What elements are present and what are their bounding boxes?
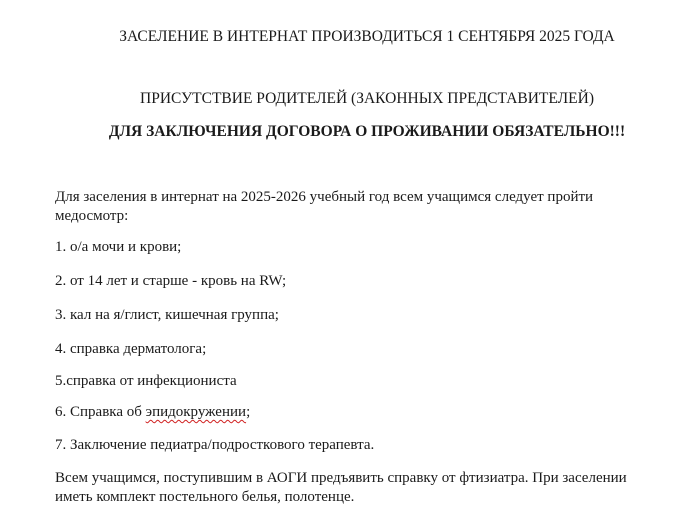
heading-settlement-date: ЗАСЕЛЕНИЕ В ИНТЕРНАТ ПРОИЗВОДИТЬСЯ 1 СЕНТЯБРЯ 2025 ГОДА bbox=[119, 28, 615, 45]
closing-paragraph: Всем учащимся, поступившим в АОГИ предъявить справку от фтизиатра. При заселении иметь комплект постельного белья, полотенце. bbox=[55, 470, 627, 505]
list-item: 7. Заключение педиатра/подросткового терапевта. bbox=[55, 437, 375, 453]
heading-contract-mandatory: ДЛЯ ЗАКЛЮЧЕНИЯ ДОГОВОРА О ПРОЖИВАНИИ ОБЯЗАТЕЛЬНО!!! bbox=[108, 123, 626, 140]
list-item: 5.справка от инфекциониста bbox=[55, 373, 237, 389]
list-item: 3. кал на я/глист, кишечная группа; bbox=[55, 307, 279, 323]
list-item bbox=[55, 403, 655, 422]
spellcheck-flagged-word[interactable]: эпидокружении bbox=[145, 404, 247, 420]
list-item: 1. о/а мочи и крови; bbox=[55, 239, 182, 255]
list-item: 2. от 14 лет и старше - кровь на RW; bbox=[55, 273, 287, 289]
list-item-suffix: ; bbox=[246, 404, 251, 420]
intro-paragraph: Для заселения в интернат на 2025-2026 учебный год всем учащимся следует пройти медосмотр: bbox=[55, 189, 594, 224]
list-item-prefix: 6. Справка об bbox=[55, 404, 146, 420]
heading-parents-presence: ПРИСУТСТВИЕ РОДИТЕЛЕЙ (ЗАКОННЫХ ПРЕДСТАВИТЕЛЕЙ) bbox=[140, 90, 594, 107]
list-item: 4. справка дерматолога; bbox=[55, 341, 207, 357]
